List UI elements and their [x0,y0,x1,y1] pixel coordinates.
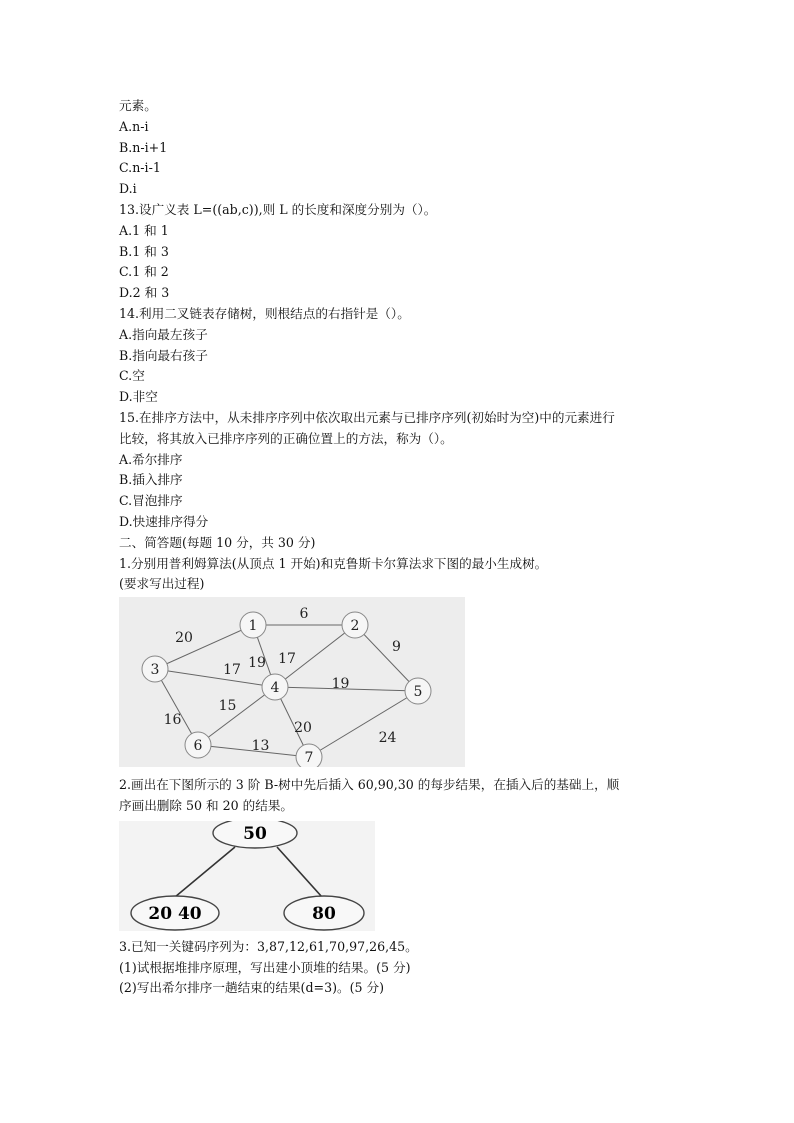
graph-edge-weight-1-2: 6 [299,606,309,623]
q15-stem-line2: 比较，将其放入已排序序列的正确位置上的方法，称为（）。 [119,430,453,446]
q14-option-b: B.指向最右孩子 [119,347,208,363]
graph-node-label-5: 5 [413,684,423,701]
btree-root-keys: 50 [243,823,267,844]
graph-node-label-2: 2 [350,618,360,635]
graph-node-label-4: 4 [270,680,280,697]
sa3-stem: 3.已知一关键码序列为：3,87,12,61,70,97,26,45。 [119,938,418,954]
graph-edge-weight-4-5: 19 [331,676,350,693]
graph-edge-5-7 [309,691,418,757]
q14-option-d: D.非空 [119,389,158,405]
btree-edge-right [277,847,322,897]
q12-option-a: A.n-i [119,118,149,134]
graph-edge-2-5 [355,625,418,691]
graph-edge-weight-4-6: 15 [218,698,237,715]
graph-node-label-7: 7 [304,750,314,767]
graph-edge-weight-5-7: 24 [378,730,397,747]
graph-edge-weight-2-4: 17 [278,651,296,668]
q14-option-c: C.空 [119,368,145,384]
graph-edge-3-4 [155,669,275,687]
sa2-stem-line2: 序画出删除 50 和 20 的结果。 [119,797,294,813]
q12-option-c: C.n-i-1 [119,160,161,176]
graph-edge-weight-4-7: 20 [294,720,312,737]
sa1-stem-line2: (要求写出过程) [119,576,205,592]
graph-edge-weight-1-4: 19 [248,655,266,672]
q15-option-c: C.冒泡排序 [119,493,183,509]
q12-option-b: B.n-i+1 [119,139,168,155]
graph-figure [119,597,465,767]
q15-option-b: B.插入排序 [119,472,183,488]
btree-edge-left [175,847,235,897]
q15-stem-line1: 15.在排序方法中，从未排序序列中依次取出元素与已排序序列(初始时为空)中的元素进行 [119,409,615,425]
graph-edge-weight-1-3: 20 [175,630,193,647]
btree-left-keys: 20 40 [148,903,202,924]
q12-option-d: D.i [119,181,137,197]
graph-edge-weight-2-5: 9 [392,639,401,656]
q12-continuation: 元素。 [119,98,157,113]
section-2-heading: 二、简答题(每题 10 分，共 30 分) [119,534,316,550]
sa1-stem-line1: 1.分别用普利姆算法(从顶点 1 开始)和克鲁斯卡尔算法求下图的最小生成树。 [119,555,548,571]
graph-edge-weight-3-6: 16 [163,712,182,729]
q13-option-b: B.1 和 3 [119,243,169,259]
graph-edge-weight-6-7: 13 [251,738,270,755]
btree-svg [119,821,375,931]
q13-stem: 13.设广义表 L=((ab,c)),则 L 的长度和深度分别为（）。 [119,201,437,217]
q13-option-d: D.2 和 3 [119,285,170,301]
graph-node-label-3: 3 [150,662,160,679]
graph-edge-4-6 [198,687,275,745]
sa2-stem-line1: 2.画出在下图所示的 3 阶 B-树中先后插入 60,90,30 的每步结果，在插入后的基础上，顺 [119,777,620,793]
graph-svg [119,597,465,767]
sa3-part-2: (2)写出希尔排序一趟结束的结果(d=3)。(5 分) [119,980,385,996]
q15-option-d: D.快速排序得分 [119,513,209,529]
graph-edge-weight-3-4: 17 [223,662,241,679]
sa3-part-1: (1)试根据堆排序原理，写出建小顶堆的结果。(5 分) [119,959,411,975]
exam-page [119,96,689,999]
btree-right-keys: 80 [312,903,336,924]
q13-option-c: C.1 和 2 [119,264,169,280]
graph-node-label-1: 1 [248,618,258,635]
graph-node-label-6: 6 [193,738,203,755]
q14-stem: 14.利用二叉链表存储树，则根结点的右指针是（）。 [119,305,410,321]
q14-option-a: A.指向最左孩子 [119,326,208,342]
btree-figure [119,821,375,931]
q13-option-a: A.1 和 1 [119,222,169,238]
q15-option-a: A.希尔排序 [119,451,183,467]
